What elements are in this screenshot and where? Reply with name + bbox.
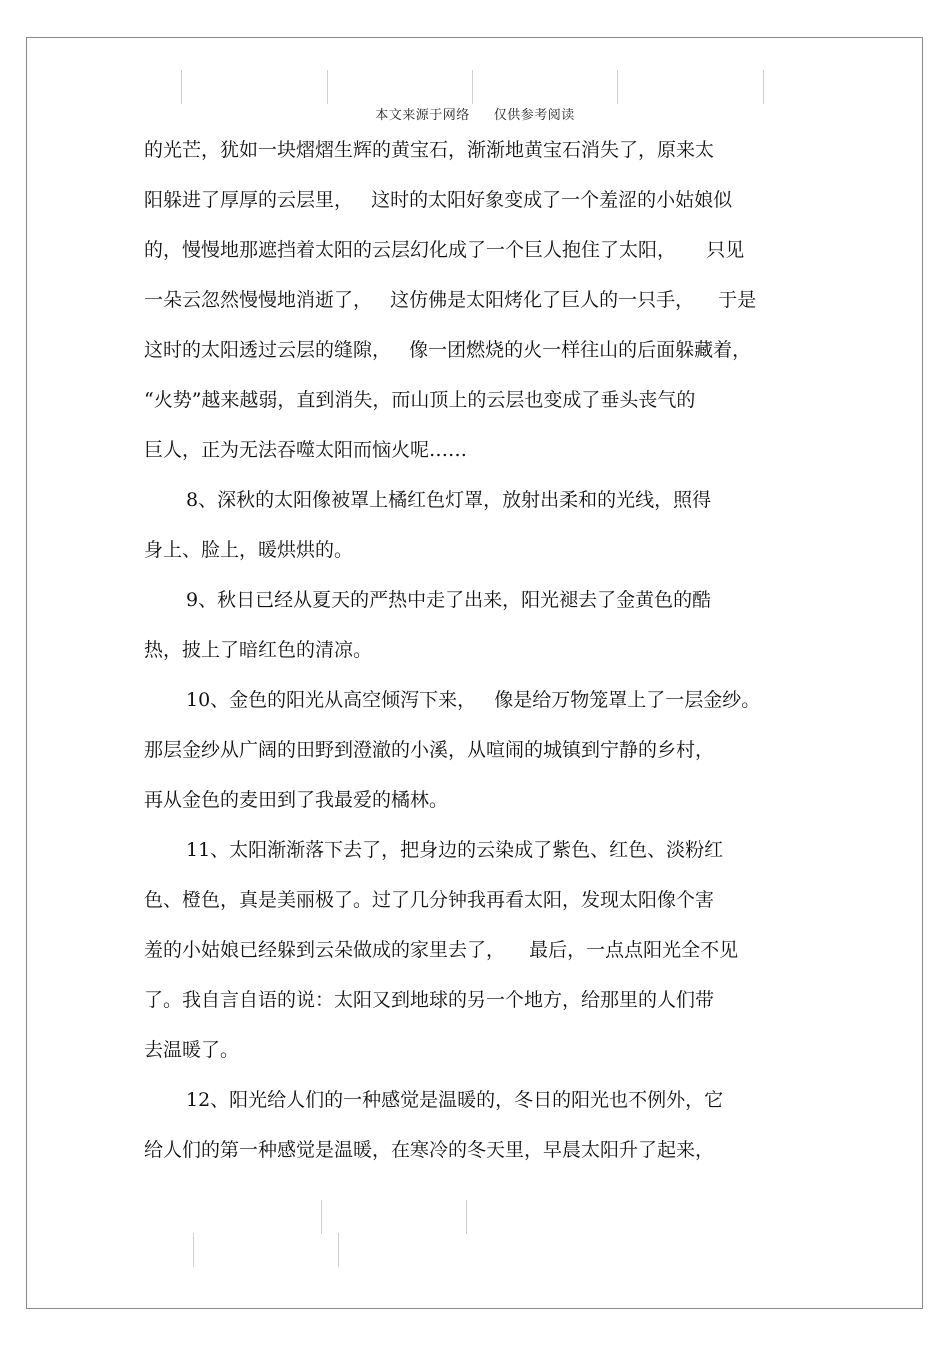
text-line: 那层金纱从广阔的田野到澄澈的小溪，从喧闹的城镇到宁静的乡村，	[144, 739, 715, 761]
top-mark-2	[327, 70, 328, 104]
top-mark-4	[617, 70, 618, 104]
text-line: “火势”越来越弱，直到消失，而山顶上的云层也变成了垂头丧气的	[144, 389, 696, 411]
bottom-mark-1	[193, 1233, 194, 1267]
paragraph-start: 8、深秋的太阳像被罩上橘红色灯罩，放射出柔和的光线，照得	[186, 489, 712, 511]
bottom-mark-3	[338, 1233, 339, 1267]
text-line: 的光芒，犹如一块熠熠生辉的黄宝石，渐渐地黄宝石消失了，原来太	[144, 139, 715, 161]
text-line: 色、橙色，真是美丽极了。过了几分钟我再看太阳，发现太阳像个害	[144, 889, 715, 911]
top-mark-3	[472, 70, 473, 104]
text-line: 一朵云忽然慢慢地消逝了， 这仿佛是太阳烤化了巨人的一只手， 于是	[144, 289, 757, 311]
text-line: 巨人，正为无法吞噬太阳而恼火呢……	[144, 439, 468, 461]
top-mark-1	[181, 70, 182, 104]
paragraph-start: 9、秋日已经从夏天的严热中走了出来，阳光褪去了金黄色的酷	[186, 589, 712, 611]
text-line: 这时的太阳透过云层的缝隙， 像一团燃烧的火一样往山的后面躲藏着，	[144, 339, 752, 361]
text-line: 的，慢慢地那遮挡着太阳的云层幻化成了一个巨人抱住了太阳， 只见	[144, 239, 745, 261]
paragraph-start: 11、太阳渐渐落下去了，把身边的云染成了紫色、红色、淡粉红	[186, 839, 724, 861]
paragraph-start: 12、阳光给人们的一种感觉是温暖的，冬日的阳光也不例外，它	[186, 1089, 724, 1111]
text-line: 热，披上了暗红色的清凉。	[144, 639, 373, 661]
text-line: 羞的小姑娘已经躲到云朵做成的家里去了， 最后，一点点阳光全不见	[144, 939, 739, 961]
page-header	[0, 104, 950, 123]
header-source: 本文来源于网络	[375, 108, 470, 123]
text-line: 了。我自言自语的说：太阳又到地球的另一个地方，给那里的人们带	[144, 989, 715, 1011]
page-border	[26, 37, 923, 1309]
text-line: 身上、脸上，暖烘烘的。	[144, 539, 354, 561]
text-line: 再从金色的麦田到了我最爱的橘林。	[144, 789, 449, 811]
bottom-mark-2	[321, 1200, 322, 1234]
text-line: 给人们的第一种感觉是温暖，在寒冷的冬天里，早晨太阳升了起来，	[144, 1139, 715, 1161]
text-line: 阳躲进了厚厚的云层里， 这时的太阳好象变成了一个羞涩的小姑娘似	[144, 189, 733, 211]
header-note: 仅供参考阅读	[493, 108, 575, 123]
paragraph-start: 10、金色的阳光从高空倾泻下来， 像是给万物笼罩上了一层金纱。	[186, 689, 761, 711]
bottom-mark-4	[466, 1200, 467, 1234]
top-mark-5	[763, 70, 764, 104]
text-line: 去温暖了。	[144, 1039, 240, 1061]
